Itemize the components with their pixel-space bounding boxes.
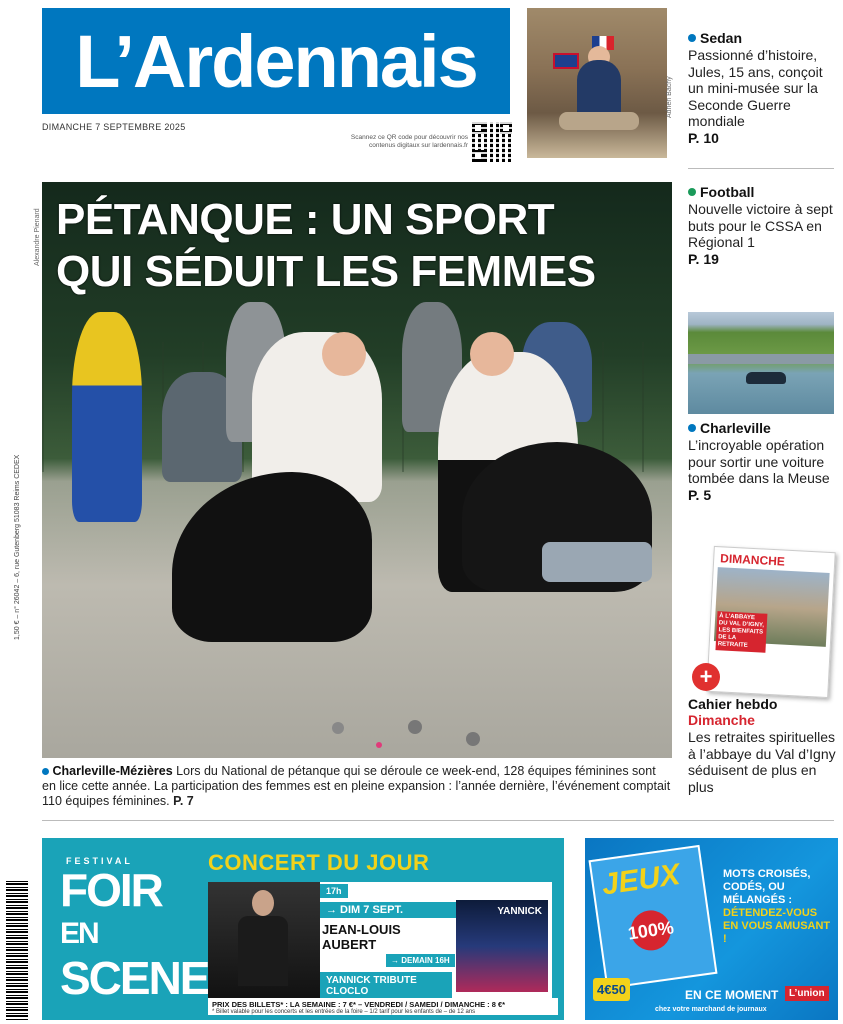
car-icon: [746, 372, 786, 384]
article-cahier-hebdo[interactable]: [688, 696, 838, 795]
boule-icon: [466, 732, 480, 746]
festival-logo: FOIR EN SCENE: [60, 864, 209, 1004]
qr-caption: Scannez ce QR code pour découvrir nos contenus digitaux sur lardennais.fr: [350, 134, 468, 149]
main-caption: [42, 764, 672, 809]
caption-text: Lors du National de pétanque qui se déroule ce week-end, 128 équipes féminines sont en lice cette année. La participation des femmes est en pleine expansion : l’année dernière, l’événement comptait 110 équipes féminines.: [42, 764, 671, 808]
magazine-cover[interactable]: [706, 546, 835, 698]
article-sedan[interactable]: [688, 30, 838, 146]
legal-line: 1,50 € – n° 26042 – 6, rue Gutenberg 51083 Reims CEDEX: [14, 454, 21, 640]
time-badge: 17h: [320, 884, 348, 898]
photo-credit-sedan: Adrien Bachy: [666, 76, 673, 118]
caption-page: P. 7: [173, 794, 194, 808]
ad-foire-en-scene[interactable]: [42, 838, 564, 1020]
caption-place: Charleville-Mézières: [52, 764, 173, 778]
page-ref: P. 10: [688, 129, 719, 146]
magazine-caption: À L’ABBAYE DU VAL D’IGNY, LES BIENFAITS DE LA RETRAITE: [715, 611, 767, 653]
publication-date: DIMANCHE 7 SEPTEMBRE 2025: [42, 122, 186, 132]
section-dot-icon: [42, 768, 49, 775]
next-date-label: → DEMAIN 16H: [386, 954, 455, 967]
ticket-prices: PRIX DES BILLETS* : LA SEMAINE : 7 €* – VENDREDI / SAMEDI / DIMANCHE : 8 €*: [208, 998, 558, 1011]
section-dot-icon: [688, 34, 696, 42]
festival-label: FESTIVAL: [66, 856, 133, 866]
river-photo[interactable]: [688, 312, 834, 414]
boule-icon: [408, 720, 422, 734]
section-dot-icon: [688, 424, 696, 432]
sedan-photo[interactable]: [527, 8, 667, 158]
yannick-photo: YANNICK: [456, 900, 548, 992]
article-text: Nouvelle victoire à sept buts pour le CSSA en Régional 1: [688, 201, 833, 250]
section-label: Football: [700, 184, 755, 200]
article-text: Les retraites spirituelles à l’abbaye du Val d’Igny séduisent de plus en plus: [688, 729, 836, 795]
section-highlight: Dimanche: [688, 712, 755, 728]
tribute-label: YANNICK TRIBUTE CLOCLO: [320, 972, 452, 1000]
qr-code-icon[interactable]: [472, 122, 512, 162]
date-label: → DIM 7 SEPT.: [320, 902, 456, 918]
page-ref: P. 5: [688, 486, 712, 503]
cochonnet-icon: [376, 742, 382, 748]
masthead[interactable]: [42, 8, 510, 114]
page-ref: P. 19: [688, 250, 719, 267]
jeux-cover: JEUX 100%: [588, 845, 717, 989]
magazine-title: DIMANCHE: [719, 551, 786, 569]
barcode-icon: [6, 880, 28, 1020]
section-label: Sedan: [700, 30, 743, 46]
divider: [688, 168, 834, 169]
plus-icon: +: [692, 663, 720, 691]
jeux-text: MOTS CROISÉS, CODÉS, OU MÉLANGÉS : DÉTENDEZ-VOUS EN VOUS AMUSANT !: [723, 868, 831, 945]
ticket-note: * Billet valable pour les concerts et les entrées de la foire – 1/2 tarif pour les enfants de – de 12 ans: [208, 1009, 558, 1015]
boule-icon: [332, 722, 344, 734]
section-label: Cahier hebdo: [688, 696, 778, 712]
jeux-moment: EN CE MOMENT: [685, 988, 779, 1002]
main-headline: PÉTANQUE : UN SPORT QUI SÉDUIT LES FEMMES: [56, 195, 596, 296]
section-dot-icon: [688, 188, 696, 196]
article-charleville[interactable]: [688, 420, 838, 503]
photo-credit-main: Alexandre Pienard: [34, 208, 41, 266]
section-label: Charleville: [700, 420, 771, 436]
masthead-title: L’Ardennais: [75, 19, 477, 103]
jeux-subtitle: chez votre marchand de journaux: [655, 1006, 767, 1013]
ad-jeux[interactable]: [585, 838, 838, 1020]
concert-box: [208, 882, 552, 1000]
jeux-brand: L’union: [785, 986, 829, 1001]
concert-title: CONCERT DU JOUR: [208, 850, 430, 875]
jeux-price: 4€50: [593, 978, 630, 1001]
article-text: L’incroyable opération pour sortir une voiture tombée dans la Meuse: [688, 437, 830, 486]
artist-name: JEAN-LOUIS AUBERT: [322, 922, 401, 952]
uk-flag-icon: [553, 53, 579, 69]
singer-photo: [208, 882, 320, 1000]
divider: [42, 820, 834, 821]
article-football[interactable]: [688, 184, 838, 267]
article-text: Passionné d’histoire, Jules, 15 ans, conçoit un mini-musée sur la Seconde Guerre mondiale: [688, 47, 823, 129]
main-photo[interactable]: [42, 182, 672, 758]
